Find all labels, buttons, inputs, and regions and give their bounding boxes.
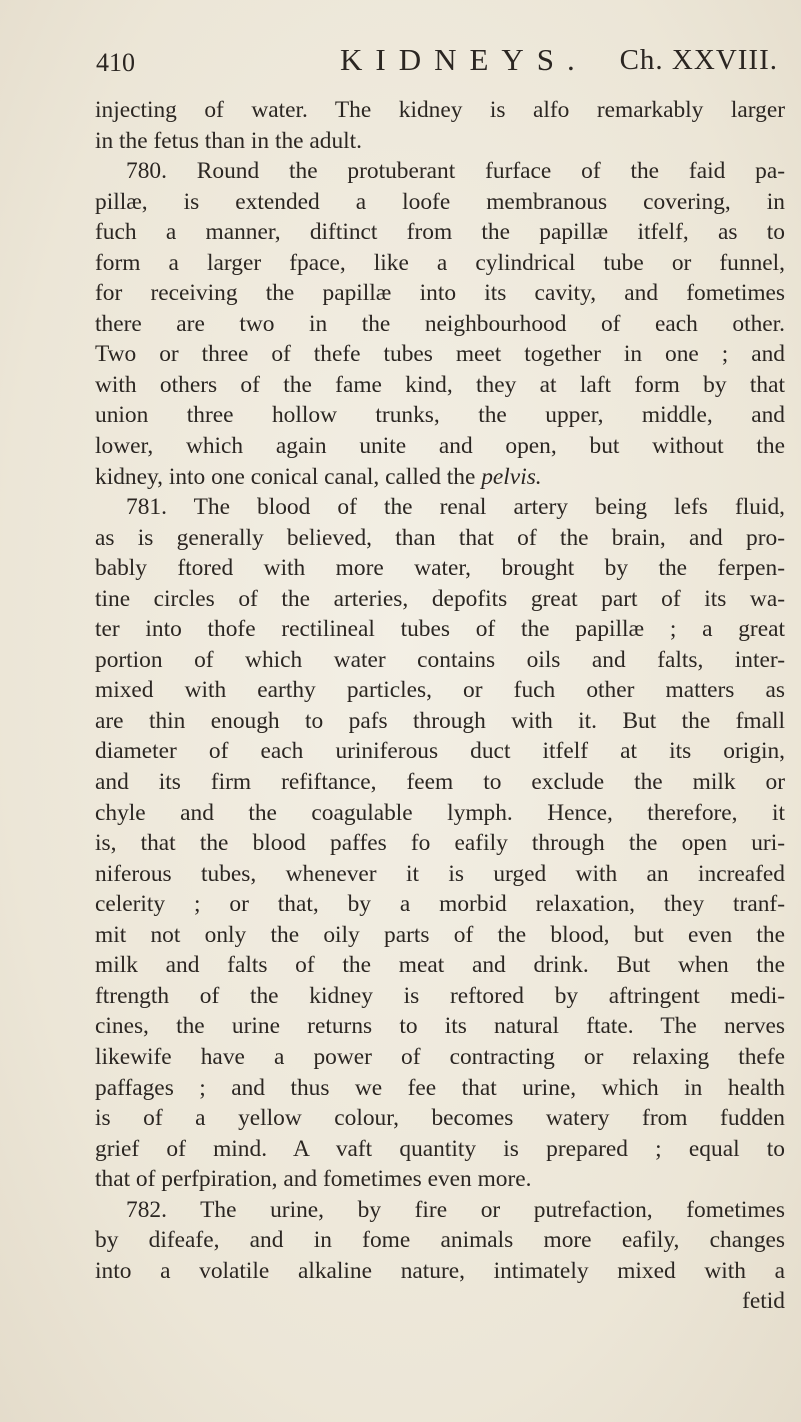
text-line: with others of the fame kind, they at laft form by that xyxy=(95,371,785,398)
text-line: union three hollow trunks, the upper, middle, and xyxy=(95,402,785,429)
text-line-pelvis xyxy=(95,462,785,493)
paragraph-780-start: 780. Round the protuberant furface of the faid pa- xyxy=(126,158,785,185)
text-line: is of a yellow colour, becomes watery from fudden xyxy=(95,1105,785,1132)
text-line: diameter of each uriniferous duct itfelf at its origin, xyxy=(95,738,785,765)
text-line: by difeafe, and in fome animals more eafily, changes xyxy=(95,1227,785,1254)
text-line: milk and falts of the meat and drink. But when the xyxy=(95,952,785,979)
italic-term-pelvis: pelvis. xyxy=(481,463,542,490)
paragraph-781-start: 781. The blood of the renal artery being lefs fluid, xyxy=(126,494,785,521)
catchword: fetid xyxy=(742,1288,785,1315)
text-line: tine circles of the arteries, depofits great part of its wa- xyxy=(95,585,785,612)
text-line: niferous tubes, whenever it is urged with an increafed xyxy=(95,860,785,887)
running-head xyxy=(96,42,786,82)
text-line: ter into thofe rectilineal tubes of the papillæ ; a great xyxy=(95,616,785,643)
text-line: bably ftored with more water, brought by the ferpen- xyxy=(95,555,785,582)
text-line: is, that the blood paffes fo eafily through the open uri- xyxy=(95,830,785,857)
text-line: Two or three of thefe tubes meet together in one ; and xyxy=(95,341,785,368)
text-line: injecting of water. The kidney is alfo remarkably larger xyxy=(95,97,785,123)
text-line: that of perfpiration, and fometimes even more. xyxy=(95,1166,532,1193)
paragraph-782-start: 782. The urine, by fire or putrefaction, fometimes xyxy=(126,1196,785,1223)
page-number: 410 xyxy=(96,48,135,77)
text-line: are thin enough to pafs through with it. But the fmall xyxy=(95,707,785,734)
text-line: in the fetus than in the adult. xyxy=(95,127,362,154)
text-line: grief of mind. A vaft quantity is prepared ; equal to xyxy=(95,1135,785,1162)
text-line: pillæ, is extended a loofe membranous covering, in xyxy=(95,188,785,215)
text-line: chyle and the coagulable lymph. Hence, therefore, it xyxy=(95,799,785,826)
text-line: cines, the urine returns to its natural ftate. The nerves xyxy=(95,1013,785,1040)
text-line: as is generally believed, than that of the brain, and pro- xyxy=(95,524,785,551)
text-line: into a volatile alkaline nature, intimately mixed with a xyxy=(95,1257,785,1284)
text-line: mit not only the oily parts of the blood, but even the xyxy=(95,921,785,948)
chapter-label: Ch. XXVIII. xyxy=(619,44,778,76)
body-text xyxy=(95,95,785,1317)
text-line: ftrength of the kidney is reftored by aftringent medi- xyxy=(95,982,785,1009)
text-run: kidney, into one conical canal, called the xyxy=(95,463,482,490)
text-line: and its firm refiftance, feem to exclude the milk or xyxy=(95,769,785,796)
text-line: celerity ; or that, by a morbid relaxation, they tranf- xyxy=(95,891,785,918)
text-line: lower, which again unite and open, but without the xyxy=(95,433,785,460)
text-line: there are two in the neighbourhood of each other. xyxy=(95,310,785,337)
text-line: portion of which water contains oils and falts, inter- xyxy=(95,646,785,673)
text-line: mixed with earthy particles, or fuch other matters as xyxy=(95,677,785,704)
text-line: for receiving the papillæ into its cavity, and fometimes xyxy=(95,280,785,307)
text-line: paffages ; and thus we fee that urine, which in health xyxy=(95,1074,785,1101)
text-line: fuch a manner, diftinct from the papillæ itfelf, as to xyxy=(95,219,785,246)
text-line: likewife have a power of contracting or relaxing thefe xyxy=(95,1043,785,1070)
text-line: form a larger fpace, like a cylindrical tube or funnel, xyxy=(95,249,785,276)
running-head-title: KIDNEYS. xyxy=(340,42,588,77)
